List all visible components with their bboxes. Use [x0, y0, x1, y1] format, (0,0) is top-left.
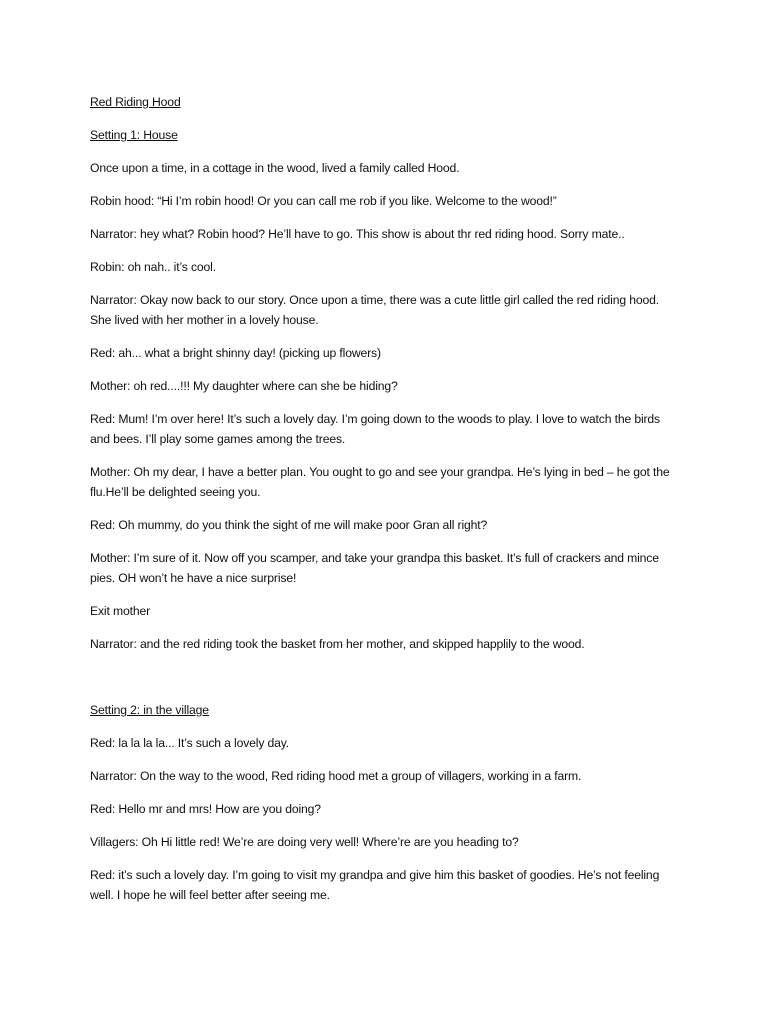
paragraph: Mother: Oh my dear, I have a better plan. You ought to go and see your grandpa. He’s lying in bed – he got the flu.He’ll be delighted seeing you.	[90, 465, 670, 499]
paragraph: Red: Oh mummy, do you think the sight of me will make poor Gran all right?	[90, 518, 488, 532]
paragraph: Narrator: hey what? Robin hood? He’ll have to go. This show is about thr red riding hood. Sorry mate..	[90, 227, 625, 241]
paragraph: Once upon a time, in a cottage in the wood, lived a family called Hood.	[90, 161, 460, 175]
paragraph: Robin: oh nah.. it’s cool.	[90, 260, 216, 274]
paragraph: Red: la la la la... It’s such a lovely day.	[90, 736, 290, 750]
paragraph: Mother: I’m sure of it. Now off you scamper, and take your grandpa this basket. It’s full of crackers and mince pies. OH won’t he have a nice surprise!	[90, 551, 659, 585]
paragraph: Narrator: On the way to the wood, Red riding hood met a group of villagers, working in a farm.	[90, 769, 582, 783]
paragraph: Robin hood: “Hi I’m robin hood! Or you can call me rob if you like. Welcome to the wood!”	[90, 194, 557, 208]
paragraph: Mother: oh red....!!! My daughter where can she be hiding?	[90, 379, 398, 393]
paragraph: Red: ah... what a bright shinny day! (picking up flowers)	[90, 346, 381, 360]
paragraph: Red: it’s such a lovely day. I’m going to visit my grandpa and give him this basket of goodies. He’s not feeling well. I hope he will feel better after seeing me.	[90, 868, 660, 902]
paragraph: Exit mother	[90, 604, 150, 618]
paragraph: Red: Hello mr and mrs! How are you doing?	[90, 802, 321, 816]
document-title: Red Riding Hood	[90, 95, 181, 109]
setting-1-heading: Setting 1: House	[90, 128, 178, 142]
script-content	[90, 92, 680, 918]
paragraph: Villagers: Oh Hi little red! We’re are doing very well! Where’re are you heading to?	[90, 835, 519, 849]
section-spacer	[90, 667, 680, 700]
paragraph: Red: Mum! I’m over here! It’s such a lovely day. I’m going down to the woods to play. I love to watch the birds and bees. I’ll play some games among the trees.	[90, 412, 660, 446]
setting-2-heading: Setting 2: in the village	[90, 703, 209, 717]
paragraph: Narrator: Okay now back to our story. Once upon a time, there was a cute little girl called the red riding hood. She lived with her mother in a lovely house.	[90, 293, 659, 327]
paragraph: Narrator: and the red riding took the basket from her mother, and skipped happlily to the wood.	[90, 637, 585, 651]
